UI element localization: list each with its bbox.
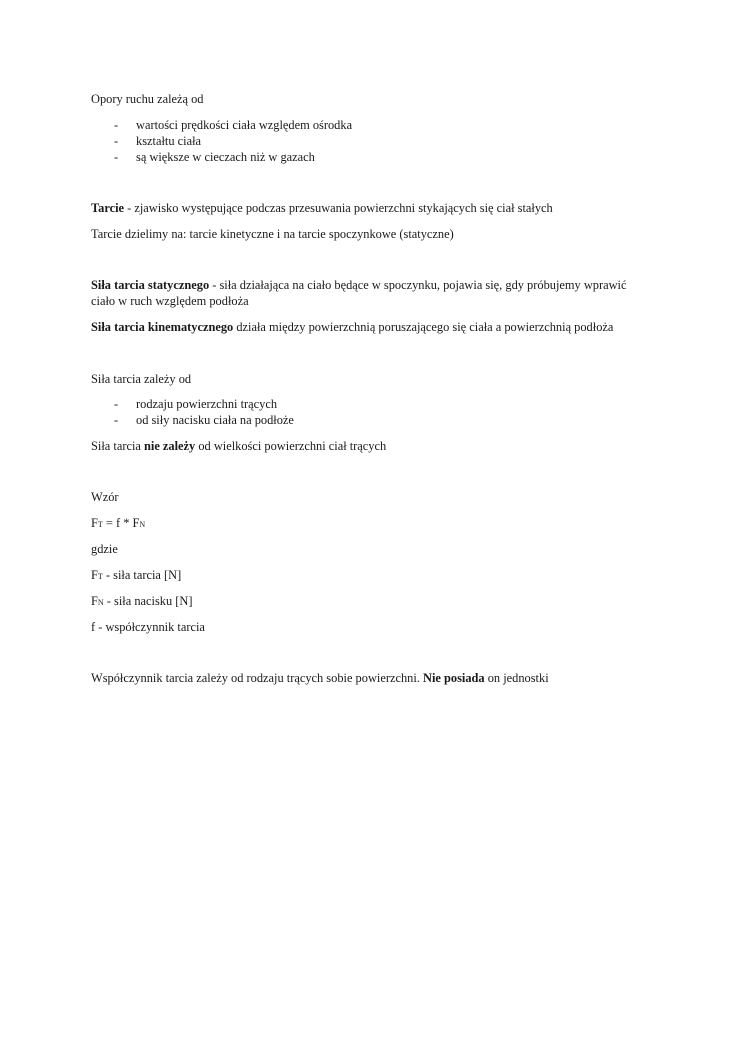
bullet-dash: - <box>114 150 119 164</box>
coef-bold: Nie posiada <box>423 671 485 685</box>
friction-depends-intro: Siła tarcia zależy od <box>91 372 192 386</box>
kinetic-friction-definition <box>91 319 613 335</box>
ft-f: F <box>91 568 98 582</box>
coef-post: on jednostki <box>484 671 549 685</box>
list-item: są większe w cieczach niż w gazach <box>136 150 315 164</box>
not-post: od wielkości powierzchni ciał trących <box>195 439 387 453</box>
kinetic-def: działa między powierzchnią poruszającego się ciała a powierzchnią podłoża <box>233 320 614 334</box>
f-legend: f - współczynnik tarcia <box>91 620 205 634</box>
formula-heading: Wzór <box>91 490 119 504</box>
bullet-dash: - <box>114 118 119 132</box>
fn-desc: - siła nacisku [N] <box>103 594 193 608</box>
list-item: od siły nacisku ciała na podłoże <box>136 413 294 427</box>
bullet-dash: - <box>114 134 119 148</box>
formula-f: F <box>91 516 98 530</box>
static-term: Siła tarcia statycznego <box>91 278 210 292</box>
ft-legend <box>91 567 181 585</box>
ft-desc: - siła tarcia [N] <box>102 568 182 582</box>
tarcie-term: Tarcie <box>91 201 125 215</box>
not-bold: nie zależy <box>143 439 196 453</box>
coef-pre: Współczynnik tarcia zależy od rodzaju trących sobie powierzchni. <box>91 671 423 685</box>
bullet-dash: - <box>114 397 119 411</box>
fn-legend <box>91 593 192 611</box>
formula <box>91 515 145 533</box>
not-depends-statement <box>91 438 386 454</box>
tarcie-definition <box>91 200 553 216</box>
list-item: kształtu ciała <box>136 134 202 148</box>
formula-sub-t: T <box>97 520 103 529</box>
kinetic-term: Siła tarcia kinematycznego <box>91 320 234 334</box>
coefficient-note <box>91 670 549 686</box>
static-friction-definition <box>91 277 651 309</box>
fn-f: F <box>91 594 98 608</box>
formula-mid: = f * F <box>102 516 140 530</box>
list-item: rodzaju powierzchni trących <box>136 397 278 411</box>
fn-sub: N <box>97 598 104 607</box>
static-def: - siła działająca na ciało będące w spoczynku, pojawia się, gdy próbujemy wprawić ciało w ruch względem podłoża <box>91 278 627 308</box>
list-item: wartości prędkości ciała względem ośrodka <box>136 118 353 132</box>
ft-sub: T <box>97 572 103 581</box>
opory-intro: Opory ruchu zależą od <box>91 92 204 106</box>
formula-sub-n: N <box>139 520 146 529</box>
gdzie: gdzie <box>91 542 118 556</box>
not-pre: Siła tarcia <box>91 439 144 453</box>
tarcie-division: Tarcie dzielimy na: tarcie kinetyczne i na tarcie spoczynkowe (statyczne) <box>91 227 454 241</box>
bullet-dash: - <box>114 413 119 427</box>
tarcie-def: - zjawisko występujące podczas przesuwania powierzchni stykających się ciał stałych <box>124 201 553 215</box>
